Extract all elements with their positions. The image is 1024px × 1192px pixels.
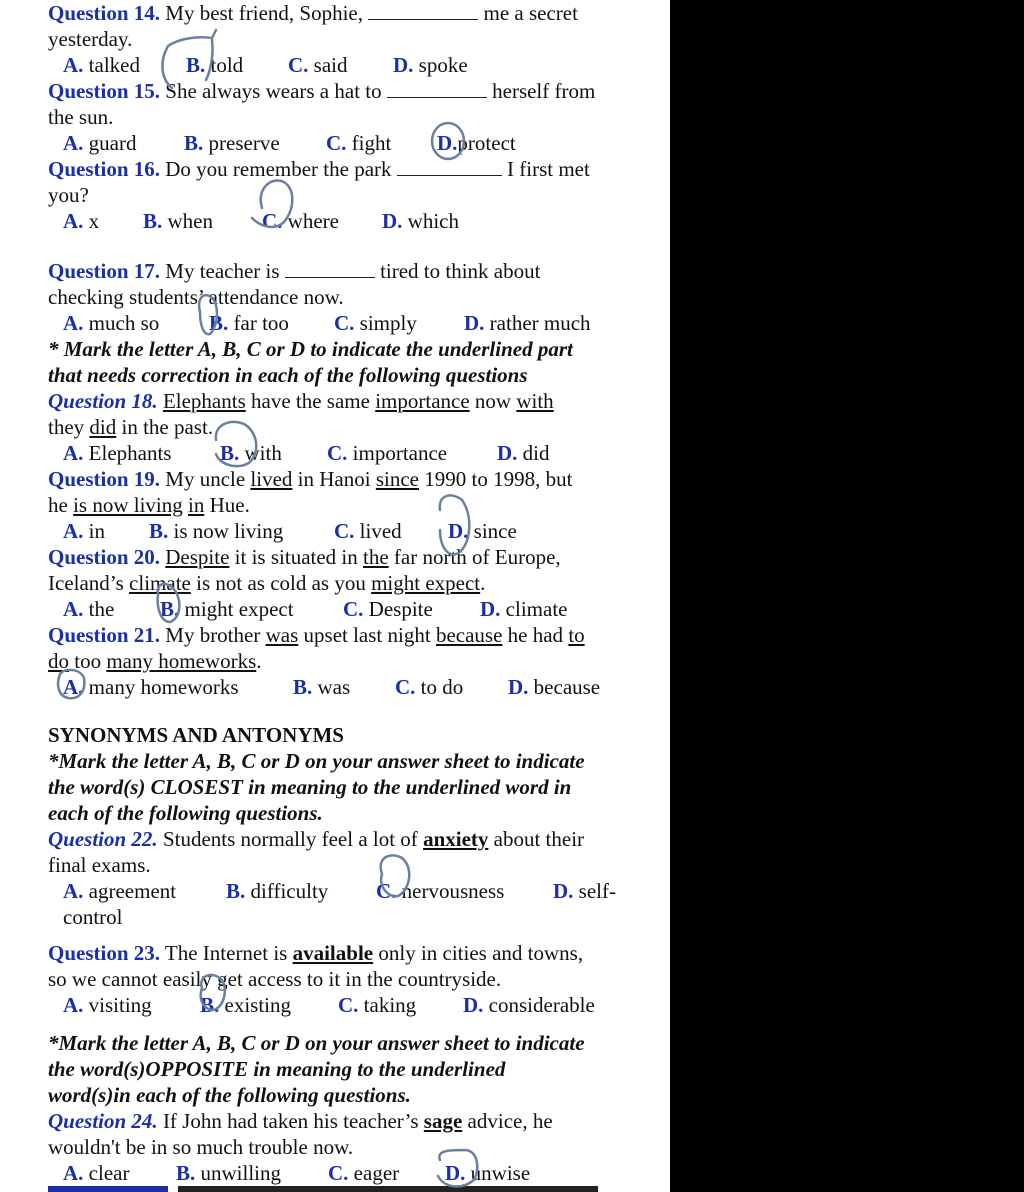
- underlined-word: sage: [423, 1109, 463, 1133]
- option-a[interactable]: A. the: [63, 597, 115, 621]
- option-c[interactable]: C. taking: [338, 993, 417, 1017]
- question-text: I first met: [507, 157, 590, 181]
- underlined-word: might expect: [371, 571, 481, 595]
- question-text: My uncle: [165, 467, 246, 491]
- option-b[interactable]: B. existing: [200, 993, 292, 1017]
- question-text-continued: you?: [48, 183, 89, 207]
- underlined-word: is now living: [73, 493, 183, 517]
- option-d[interactable]: D. rather much: [464, 311, 591, 335]
- question-text: now: [474, 389, 512, 413]
- question-20: [48, 544, 561, 570]
- question-text: She always wears a hat to: [165, 79, 382, 103]
- question-text: tired to think about: [380, 259, 541, 283]
- option-b[interactable]: B. difficulty: [226, 879, 329, 903]
- option-b[interactable]: B. preserve: [184, 131, 280, 155]
- instruction-line: the word(s)OPPOSITE in meaning to the underlined: [48, 1057, 506, 1081]
- option-d[interactable]: D.protect: [437, 131, 516, 155]
- question-number: Question 24.: [48, 1109, 158, 1133]
- question-text-continued: [48, 570, 485, 596]
- question-text: in Hanoi: [297, 467, 371, 491]
- underlined-word: was: [265, 623, 299, 647]
- question-text-continued: [48, 648, 262, 674]
- question-text-continued: so we cannot easily get access to it in the countryside.: [48, 967, 502, 991]
- option-c[interactable]: C. to do: [395, 675, 464, 699]
- question-text: about their: [493, 827, 585, 851]
- underlined-word: anxiety: [423, 827, 489, 851]
- instruction-line: *Mark the letter A, B, C or D on your answer sheet to indicate: [48, 1031, 585, 1055]
- option-c[interactable]: C. importance: [327, 441, 448, 465]
- option-a[interactable]: A. clear: [63, 1161, 130, 1185]
- option-a[interactable]: A. Elephants: [63, 441, 172, 465]
- question-text: Do you remember the park: [165, 157, 392, 181]
- option-b[interactable]: B. might expect: [160, 597, 294, 621]
- question-text-continued: [48, 492, 250, 518]
- instruction-line: * Mark the letter A, B, C or D to indicate the underlined part: [48, 337, 573, 361]
- option-continued: control: [63, 905, 123, 929]
- underlined-word: lived: [250, 467, 293, 491]
- option-d[interactable]: D. considerable: [463, 993, 595, 1017]
- question-text: .: [480, 571, 486, 595]
- underlined-word: do: [48, 649, 69, 673]
- question-15: [48, 78, 595, 104]
- option-d[interactable]: D. unwise: [445, 1161, 531, 1185]
- instruction-line: the word(s) CLOSEST in meaning to the underlined word in: [48, 775, 572, 799]
- question-19: [48, 466, 572, 492]
- section-heading: SYNONYMS AND ANTONYMS: [48, 723, 344, 747]
- instruction-line: *Mark the letter A, B, C or D on your answer sheet to indicate: [48, 749, 585, 773]
- question-text: Students normally feel a lot of: [162, 827, 418, 851]
- question-number: Question 15.: [48, 79, 161, 103]
- question-23: [48, 940, 583, 966]
- question-21: [48, 622, 585, 648]
- option-d[interactable]: D. because: [508, 675, 601, 699]
- question-text: in the past.: [121, 415, 214, 439]
- question-14: [48, 0, 578, 26]
- question-number: Question 23.: [48, 941, 161, 965]
- question-22: [48, 826, 584, 852]
- option-b[interactable]: B. was: [293, 675, 351, 699]
- question-number: Question 18.: [48, 389, 158, 413]
- option-c[interactable]: C. eager: [328, 1161, 400, 1185]
- answer-blank: [387, 79, 487, 98]
- question-24: [48, 1108, 553, 1134]
- underlined-word: Elephants: [162, 389, 246, 413]
- question-16: [48, 156, 590, 182]
- question-text: The Internet is: [164, 941, 288, 965]
- question-text: far north of Europe,: [393, 545, 561, 569]
- option-a[interactable]: A. much so: [63, 311, 160, 335]
- option-c[interactable]: C. Despite: [343, 597, 433, 621]
- answer-blank: [285, 259, 375, 278]
- question-number: Question 21.: [48, 623, 161, 647]
- option-c[interactable]: C. where: [262, 209, 339, 233]
- option-b[interactable]: B. unwilling: [176, 1161, 282, 1185]
- question-text: only in cities and towns,: [378, 941, 584, 965]
- question-text: Hue.: [209, 493, 250, 517]
- instruction-line: each of the following questions.: [48, 801, 323, 825]
- question-text: Iceland’s: [48, 571, 124, 595]
- question-text: have the same: [251, 389, 370, 413]
- question-text-continued: wouldn't be in so much trouble now.: [48, 1135, 354, 1159]
- option-d[interactable]: D. which: [382, 209, 459, 233]
- option-a[interactable]: A. visiting: [63, 993, 152, 1017]
- option-c[interactable]: C. lived: [334, 519, 402, 543]
- underlined-word: the: [363, 545, 389, 569]
- question-text: 1990 to 1998, but: [424, 467, 573, 491]
- cut-off-line: [48, 1186, 608, 1192]
- question-number: Question 14.: [48, 1, 161, 25]
- question-18: [48, 388, 554, 414]
- question-text-continued: final exams.: [48, 853, 151, 877]
- question-text-continued: checking students’ attendance now.: [48, 285, 344, 309]
- option-c[interactable]: C. said: [288, 53, 348, 77]
- underlined-word: Despite: [165, 545, 230, 569]
- option-b[interactable]: B. with: [220, 441, 282, 465]
- underlined-word: did: [89, 415, 117, 439]
- question-text: is not as cold as you: [196, 571, 366, 595]
- question-text: herself from: [492, 79, 596, 103]
- option-b[interactable]: B. far too: [209, 311, 289, 335]
- question-number: Question 17.: [48, 259, 161, 283]
- underlined-word: since: [375, 467, 419, 491]
- underlined-word: because: [435, 623, 503, 647]
- question-text: they: [48, 415, 85, 439]
- option-a[interactable]: A. many homeworks: [63, 675, 239, 699]
- option-c[interactable]: C. nervousness: [376, 879, 505, 903]
- question-text: My teacher is: [165, 259, 280, 283]
- underlined-word: importance: [375, 389, 470, 413]
- question-text: he: [48, 493, 68, 517]
- question-text-continued: the sun.: [48, 105, 114, 129]
- underlined-word: to: [568, 623, 585, 647]
- answer-blank: [368, 1, 478, 20]
- question-text-continued: [48, 414, 213, 440]
- question-text: My best friend, Sophie,: [165, 1, 363, 25]
- option-d[interactable]: D. climate: [480, 597, 568, 621]
- underlined-word: with: [516, 389, 554, 413]
- option-d[interactable]: D. since: [448, 519, 517, 543]
- question-text: he had: [507, 623, 564, 647]
- underlined-word: many homeworks: [106, 649, 257, 673]
- question-text-continued: yesterday.: [48, 27, 133, 51]
- question-number: Question 22.: [48, 827, 158, 851]
- option-a[interactable]: A. x: [63, 209, 100, 233]
- question-number: Question 20.: [48, 545, 161, 569]
- option-a[interactable]: A. in: [63, 519, 106, 543]
- option-b[interactable]: B. when: [143, 209, 214, 233]
- question-17: [48, 258, 540, 284]
- option-a[interactable]: A. agreement: [63, 879, 177, 903]
- question-number: Question 16.: [48, 157, 161, 181]
- underlined-word: in: [188, 493, 205, 517]
- option-d[interactable]: D. did: [497, 441, 550, 465]
- option-b[interactable]: B. told: [186, 53, 244, 77]
- option-d[interactable]: D. spoke: [393, 53, 468, 77]
- question-text: it is situated in: [234, 545, 358, 569]
- option-b[interactable]: B. is now living: [149, 519, 284, 543]
- underlined-word: available: [292, 941, 374, 965]
- black-margin: [670, 0, 1024, 1192]
- instruction-line: that needs correction in each of the following questions: [48, 363, 528, 387]
- question-number: Question 19.: [48, 467, 161, 491]
- question-text: If John had taken his teacher’s: [162, 1109, 419, 1133]
- option-c[interactable]: C. simply: [334, 311, 417, 335]
- answer-blank: [397, 157, 502, 176]
- question-text: My brother: [165, 623, 261, 647]
- question-text: me a secret: [483, 1, 578, 25]
- option-c[interactable]: C. fight: [326, 131, 392, 155]
- option-a[interactable]: A. guard: [63, 131, 137, 155]
- instruction-line: word(s)in each of the following questions.: [48, 1083, 411, 1107]
- question-text: upset last night: [303, 623, 431, 647]
- option-d[interactable]: D. self-: [553, 879, 616, 903]
- question-text: too: [74, 649, 102, 673]
- question-text: advice, he: [467, 1109, 553, 1133]
- option-a[interactable]: A. talked: [63, 53, 140, 77]
- underlined-word: climate: [129, 571, 191, 595]
- question-text: .: [256, 649, 262, 673]
